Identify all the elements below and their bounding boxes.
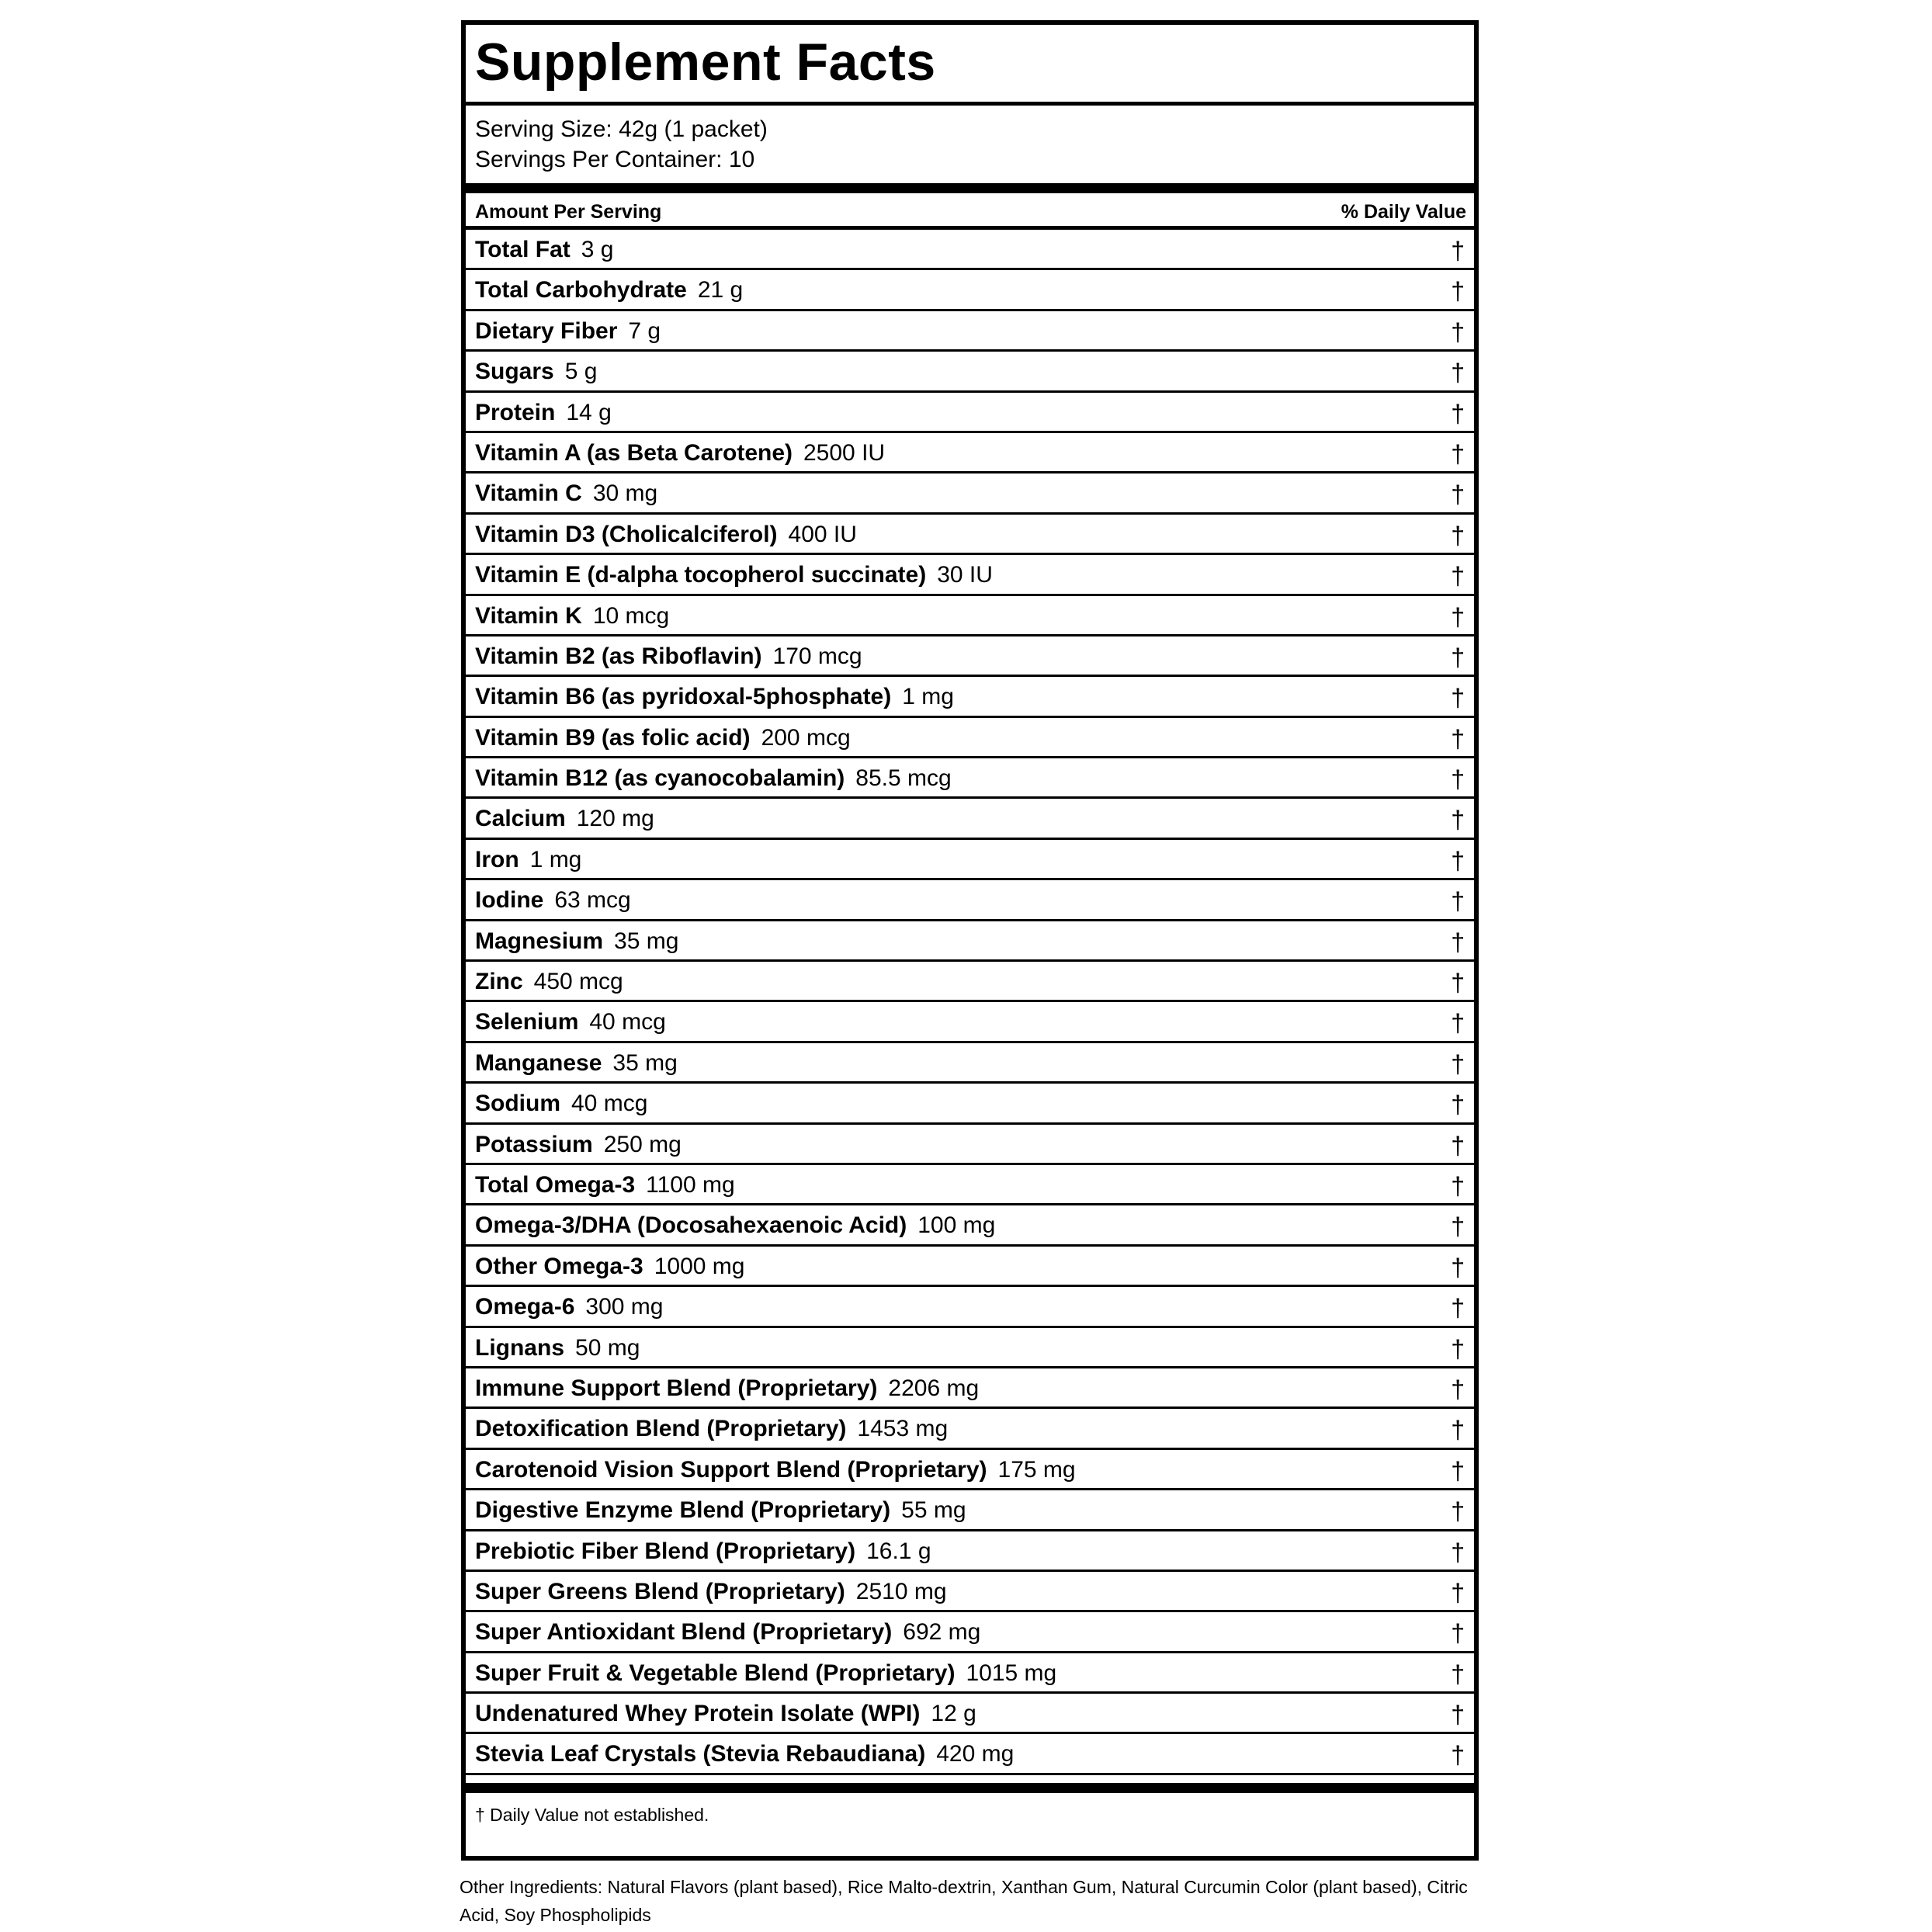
nutrient-row: [466, 1490, 1474, 1531]
nutrient-amount: 55 mg: [901, 1497, 966, 1524]
nutrient-text: [475, 724, 851, 751]
nutrient-amount: 420 mg: [936, 1741, 1015, 1767]
nutrient-row: [466, 555, 1474, 595]
daily-value-dagger: †: [1451, 1334, 1465, 1363]
nutrient-amount: 14 g: [566, 399, 612, 425]
nutrient-text: [475, 482, 657, 505]
nutrient-row: [466, 1572, 1474, 1612]
nutrient-row: [466, 473, 1474, 514]
nutrient-text: [475, 1743, 1014, 1766]
nutrient-amount: 2206 mg: [888, 1375, 980, 1401]
nutrient-name: Calcium: [475, 806, 566, 832]
daily-value-dagger: †: [1451, 1375, 1465, 1403]
nutrient-list: [466, 230, 1474, 1775]
nutrient-row: [466, 352, 1474, 392]
daily-value-dagger: †: [1451, 969, 1465, 997]
nutrient-name: Sugars: [475, 359, 554, 385]
nutrient-amount: 1015 mg: [966, 1660, 1057, 1686]
nutrient-row: [466, 270, 1474, 310]
nutrient-name: Dietary Fiber: [475, 317, 618, 344]
nutrient-row: [466, 1002, 1474, 1042]
nutrient-text: [475, 848, 581, 872]
nutrient-row: [466, 677, 1474, 717]
panel-title: Supplement Facts: [475, 33, 936, 92]
nutrient-row: [466, 1368, 1474, 1409]
nutrient-text: [475, 1417, 948, 1441]
nutrient-row: [466, 1409, 1474, 1449]
nutrient-text: [475, 1621, 980, 1644]
daily-value-dagger: †: [1451, 1009, 1465, 1038]
nutrient-text: [475, 1255, 744, 1278]
title-area: [466, 25, 1474, 106]
nutrient-row: [466, 1165, 1474, 1205]
nutrient-amount: 12 g: [931, 1701, 976, 1727]
nutrient-amount: 450 mcg: [533, 969, 623, 995]
nutrient-name: Immune Support Blend (Proprietary): [475, 1375, 878, 1401]
daily-value-dagger: †: [1451, 643, 1465, 671]
nutrient-text: [475, 1580, 947, 1604]
nutrient-row: [466, 1205, 1474, 1246]
nutrient-text: [475, 1011, 666, 1034]
nutrient-row: [466, 1734, 1474, 1774]
nutrient-name: Vitamin B6 (as pyridoxal-5phosphate): [475, 684, 892, 710]
nutrient-name: Protein: [475, 399, 556, 425]
servings-per-container: Servings Per Container: 10: [475, 147, 755, 172]
daily-value-dagger: †: [1451, 480, 1465, 509]
nutrient-row: [466, 962, 1474, 1002]
nutrient-text: [475, 930, 678, 953]
daily-value-dagger: †: [1451, 765, 1465, 794]
nutrient-row: [466, 1247, 1474, 1287]
nutrient-amount: 1000 mg: [654, 1253, 745, 1279]
daily-value-dagger: †: [1451, 1091, 1465, 1119]
nutrient-name: Iron: [475, 846, 519, 872]
nutrient-amount: 120 mg: [576, 806, 654, 832]
nutrient-name: Lignans: [475, 1334, 565, 1361]
footnote: † Daily Value not established.: [475, 1805, 709, 1825]
nutrient-amount: 85.5 mcg: [855, 765, 952, 792]
daily-value-dagger: †: [1451, 1253, 1465, 1282]
nutrient-text: [475, 602, 670, 629]
nutrient-row: [466, 799, 1474, 839]
nutrient-amount: 30 IU: [937, 562, 993, 588]
nutrient-amount: 35 mg: [612, 1049, 678, 1076]
nutrient-text: [475, 645, 862, 668]
nutrient-row: [466, 311, 1474, 352]
nutrient-name: Vitamin E (d-alpha tocopherol succinate): [475, 562, 927, 588]
nutrient-text: [475, 238, 614, 262]
column-header-row: [466, 193, 1474, 230]
daily-value-dagger: †: [1451, 806, 1465, 834]
nutrient-text: [475, 1296, 663, 1319]
daily-value-dagger: †: [1451, 1660, 1465, 1688]
nutrient-text: [475, 564, 993, 587]
nutrient-row: [466, 1694, 1474, 1734]
nutrient-name: Sodium: [475, 1091, 560, 1117]
nutrient-name: Carotenoid Vision Support Blend (Proprietary): [475, 1456, 987, 1483]
nutrient-text: [475, 1092, 647, 1115]
nutrient-amount: 400 IU: [788, 521, 857, 547]
nutrient-text: [475, 1499, 966, 1522]
nutrient-name: Digestive Enzyme Blend (Proprietary): [475, 1497, 891, 1524]
daily-value-dagger: †: [1451, 521, 1465, 550]
daily-value-dagger: †: [1451, 399, 1465, 428]
nutrient-text: [475, 970, 623, 994]
nutrient-amount: 200 mcg: [761, 724, 851, 751]
serving-size: Serving Size: 42g (1 packet): [475, 116, 768, 142]
nutrient-text: [475, 1702, 976, 1726]
nutrient-amount: 21 g: [697, 277, 744, 304]
nutrient-name: Prebiotic Fiber Blend (Proprietary): [475, 1538, 856, 1564]
nutrient-amount: 16.1 g: [866, 1538, 931, 1564]
divider-thick-top: [466, 183, 1474, 193]
daily-value-dagger: †: [1451, 602, 1465, 631]
nutrient-name: Undenatured Whey Protein Isolate (WPI): [475, 1701, 921, 1727]
nutrient-name: Super Greens Blend (Proprietary): [475, 1578, 845, 1604]
daily-value-dagger: †: [1451, 1212, 1465, 1241]
nutrient-text: [475, 1662, 1056, 1685]
nutrient-amount: 1 mg: [902, 684, 954, 710]
nutrient-amount: 10 mcg: [592, 602, 670, 629]
nutrient-name: Iodine: [475, 887, 544, 914]
nutrient-row: [466, 515, 1474, 555]
nutrient-name: Total Omega-3: [475, 1171, 636, 1198]
nutrient-text: [475, 889, 631, 912]
nutrient-row: [466, 1287, 1474, 1327]
nutrient-row: [466, 1043, 1474, 1084]
nutrient-row: [466, 1531, 1474, 1572]
nutrient-name: Selenium: [475, 1009, 579, 1035]
nutrient-amount: 1100 mg: [646, 1171, 735, 1198]
nutrient-name: Vitamin B12 (as cyanocobalamin): [475, 765, 845, 792]
nutrient-amount: 300 mg: [585, 1294, 664, 1320]
daily-value-dagger: †: [1451, 1497, 1465, 1526]
nutrient-name: Vitamin D3 (Cholicalciferol): [475, 521, 778, 547]
nutrient-text: [475, 1456, 1076, 1483]
daily-value-dagger: †: [1451, 1619, 1465, 1648]
nutrient-name: Detoxification Blend (Proprietary): [475, 1416, 847, 1442]
nutrient-text: [475, 767, 952, 790]
nutrient-name: Total Fat: [475, 237, 571, 262]
nutrient-amount: 100 mg: [917, 1212, 996, 1239]
nutrient-row: [466, 840, 1474, 880]
nutrient-amount: 1 mg: [529, 846, 582, 872]
nutrient-amount: 50 mg: [575, 1334, 640, 1361]
nutrient-text: [475, 685, 954, 709]
daily-value-dagger: †: [1451, 1456, 1465, 1485]
daily-value-dagger: †: [1451, 1131, 1465, 1160]
nutrient-text: [475, 1540, 931, 1563]
daily-value-dagger: †: [1451, 1416, 1465, 1445]
nutrient-name: Potassium: [475, 1131, 593, 1157]
nutrient-text: [475, 1171, 735, 1198]
daily-value-dagger: †: [1451, 237, 1465, 265]
nutrient-text: [475, 360, 597, 383]
nutrient-row: [466, 1612, 1474, 1653]
nutrient-name: Magnesium: [475, 928, 604, 954]
nutrient-text: [475, 523, 857, 546]
daily-value-dagger: †: [1451, 887, 1465, 916]
nutrient-amount: 1453 mg: [857, 1416, 949, 1442]
nutrient-row: [466, 718, 1474, 758]
nutrient-row: [466, 230, 1474, 270]
daily-value-header: % Daily Value: [1341, 201, 1466, 223]
nutrient-name: Omega-6: [475, 1294, 575, 1320]
nutrient-row: [466, 393, 1474, 433]
serving-info: [466, 106, 1474, 186]
other-ingredients: Other Ingredients: Natural Flavors (plant based), Rice Malto-dextrin, Xanthan Gum, Natural Curcumin Color (plant based), Citric Acid, Soy Phospholipids: [460, 1877, 1468, 1925]
nutrient-amount: 2510 mg: [855, 1578, 947, 1604]
nutrient-name: Manganese: [475, 1049, 602, 1076]
daily-value-dagger: †: [1451, 1049, 1465, 1078]
nutrient-amount: 170 mcg: [772, 643, 862, 669]
nutrient-text: [475, 1334, 640, 1361]
nutrient-name: Vitamin C: [475, 480, 582, 507]
nutrient-name: Super Antioxidant Blend (Proprietary): [475, 1619, 893, 1646]
daily-value-dagger: †: [1451, 317, 1465, 346]
nutrient-name: Super Fruit & Vegetable Blend (Proprietary): [475, 1660, 956, 1686]
nutrient-text: [475, 1049, 678, 1076]
nutrient-row: [466, 1084, 1474, 1124]
amount-per-serving-header: Amount Per Serving: [475, 201, 662, 223]
daily-value-dagger: †: [1451, 359, 1465, 387]
nutrient-amount: 175 mg: [997, 1456, 1076, 1483]
nutrient-name: Zinc: [475, 969, 523, 995]
nutrient-name: Vitamin B2 (as Riboflavin): [475, 643, 762, 669]
nutrient-amount: 30 mg: [592, 480, 658, 507]
daily-value-dagger: †: [1451, 928, 1465, 956]
supplement-facts-panel: [461, 20, 1479, 1861]
nutrient-text: [475, 1214, 995, 1237]
nutrient-row: [466, 880, 1474, 921]
nutrient-row: [466, 596, 1474, 636]
nutrient-row: [466, 1328, 1474, 1368]
nutrient-amount: 3 g: [581, 237, 614, 262]
nutrient-text: [475, 401, 612, 425]
divider-thick-bottom: [466, 1783, 1474, 1793]
nutrient-amount: 5 g: [564, 359, 598, 385]
nutrient-name: Omega-3/DHA (Docosahexaenoic Acid): [475, 1212, 907, 1239]
nutrient-amount: 35 mg: [614, 928, 679, 954]
nutrient-row: [466, 1125, 1474, 1165]
nutrient-row: [466, 921, 1474, 962]
daily-value-dagger: †: [1451, 439, 1465, 468]
daily-value-dagger: †: [1451, 1294, 1465, 1323]
nutrient-row: [466, 433, 1474, 473]
daily-value-dagger: †: [1451, 1171, 1465, 1200]
nutrient-text: [475, 1133, 682, 1157]
nutrient-text: [475, 439, 886, 466]
nutrient-text: [475, 317, 661, 344]
nutrient-amount: 2500 IU: [803, 439, 886, 466]
nutrient-amount: 250 mg: [603, 1131, 682, 1157]
nutrient-amount: 63 mcg: [554, 887, 631, 914]
nutrient-name: Total Carbohydrate: [475, 277, 687, 304]
daily-value-dagger: †: [1451, 1701, 1465, 1729]
daily-value-dagger: †: [1451, 1741, 1465, 1770]
nutrient-text: [475, 807, 654, 831]
nutrient-name: Stevia Leaf Crystals (Stevia Rebaudiana): [475, 1741, 926, 1767]
nutrient-row: [466, 636, 1474, 677]
nutrient-name: Vitamin A (as Beta Carotene): [475, 439, 793, 466]
daily-value-dagger: †: [1451, 846, 1465, 875]
nutrient-row: [466, 1450, 1474, 1490]
nutrient-row: [466, 1653, 1474, 1694]
daily-value-dagger: †: [1451, 277, 1465, 306]
daily-value-dagger: †: [1451, 684, 1465, 713]
nutrient-name: Vitamin K: [475, 602, 582, 629]
daily-value-dagger: †: [1451, 1538, 1465, 1566]
nutrient-row: [466, 758, 1474, 799]
nutrient-amount: 692 mg: [903, 1619, 981, 1646]
daily-value-dagger: †: [1451, 724, 1465, 753]
nutrient-amount: 40 mcg: [589, 1009, 666, 1035]
nutrient-text: [475, 1377, 979, 1400]
nutrient-name: Other Omega-3: [475, 1253, 643, 1279]
nutrient-text: [475, 279, 743, 302]
nutrient-amount: 40 mcg: [571, 1091, 648, 1117]
nutrient-name: Vitamin B9 (as folic acid): [475, 724, 751, 751]
nutrient-amount: 7 g: [628, 317, 661, 344]
daily-value-dagger: †: [1451, 562, 1465, 591]
daily-value-dagger: †: [1451, 1578, 1465, 1607]
